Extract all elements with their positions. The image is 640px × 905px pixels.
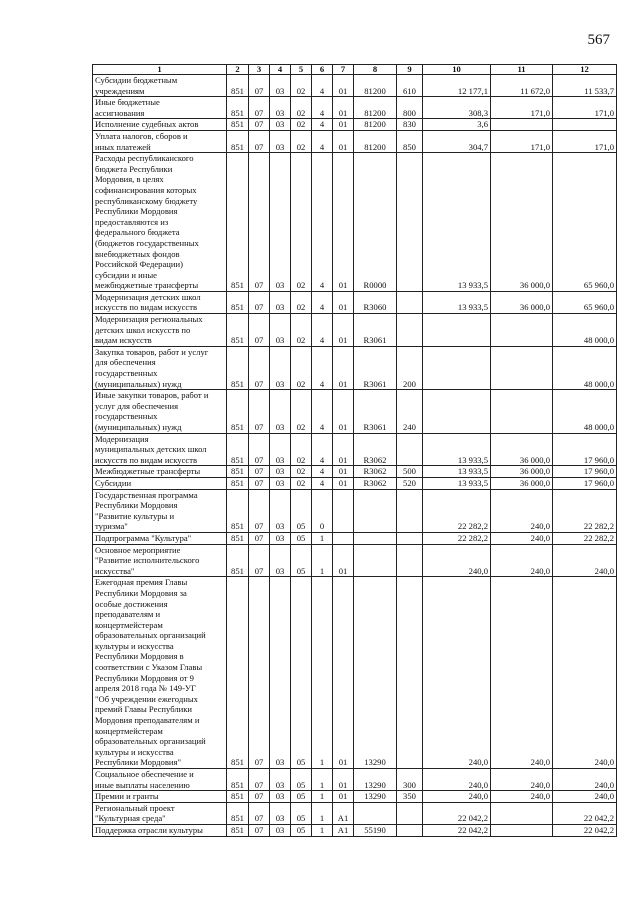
row-name: Субсидии бюджетным учреждениям: [93, 75, 227, 97]
amount-col-12: 11 533,7: [553, 75, 617, 97]
program-code: 05: [291, 489, 312, 532]
amount-col-12: 48 000,0: [553, 346, 617, 389]
subsection-code: 03: [270, 433, 291, 466]
section-code: 07: [249, 489, 270, 532]
event-code: 01: [333, 291, 354, 313]
expense-type-code: 800: [397, 97, 423, 119]
subprogram-code: 1: [312, 824, 333, 836]
event-code: A1: [333, 824, 354, 836]
subprogram-code: 1: [312, 532, 333, 544]
subprogram-code: 4: [312, 119, 333, 131]
ministry-code: 851: [227, 390, 249, 433]
direction-code: R0000: [354, 153, 397, 292]
direction-code: R3062: [354, 433, 397, 466]
section-code: 07: [249, 466, 270, 478]
program-code: 02: [291, 433, 312, 466]
amount-col-12: 65 960,0: [553, 291, 617, 313]
event-code: 01: [333, 390, 354, 433]
subprogram-code: 4: [312, 314, 333, 347]
program-code: 02: [291, 466, 312, 478]
direction-code: R3062: [354, 466, 397, 478]
amount-col-12: [553, 119, 617, 131]
expense-type-code: [397, 489, 423, 532]
table-row: [93, 153, 617, 292]
row-name: Закупка товаров, работ и услуг для обеспечения государственных (муниципальных) нужд: [93, 346, 227, 389]
subsection-code: 03: [270, 119, 291, 131]
section-code: 07: [249, 532, 270, 544]
subprogram-code: 4: [312, 466, 333, 478]
ministry-code: 851: [227, 791, 249, 803]
table-row: [93, 119, 617, 131]
amount-col-12: 22 042,2: [553, 802, 617, 824]
amount-col-10: 13 933,5: [423, 153, 491, 292]
row-name: Ежегодная премия Главы Республики Мордовия за особые достижения преподавателям и концертмейстерам образовательных организаций культуры и искусства Республики Мордовия в соответствии с Указом Главы Республики Мордовия от 9 апреля 2018 года № 149-УГ "Об учреждении ежегодных премий Главы Республики Мордовия преподавателям и концертмейстерам образовательных организаций культуры и искусства Республики Мордовия": [93, 577, 227, 769]
section-code: 07: [249, 130, 270, 152]
header-col-2: 2: [227, 65, 249, 75]
table-row: [93, 477, 617, 489]
amount-col-12: 22 042,2: [553, 824, 617, 836]
ministry-code: 851: [227, 75, 249, 97]
amount-col-10: 3,6: [423, 119, 491, 131]
expense-type-code: [397, 314, 423, 347]
row-name: Основное мероприятие "Развитие исполнительского искусства": [93, 544, 227, 577]
table-row: [93, 577, 617, 769]
section-code: 07: [249, 75, 270, 97]
expense-type-code: 610: [397, 75, 423, 97]
direction-code: 13290: [354, 791, 397, 803]
section-code: 07: [249, 544, 270, 577]
amount-col-12: 22 282,2: [553, 532, 617, 544]
program-code: 02: [291, 130, 312, 152]
expense-type-code: [397, 824, 423, 836]
header-col-4: 4: [270, 65, 291, 75]
amount-col-12: 240,0: [553, 791, 617, 803]
subsection-code: 03: [270, 153, 291, 292]
amount-col-11: [491, 824, 553, 836]
event-code: 01: [333, 130, 354, 152]
section-code: 07: [249, 824, 270, 836]
program-code: 02: [291, 75, 312, 97]
amount-col-10: 240,0: [423, 544, 491, 577]
program-code: 05: [291, 769, 312, 791]
row-name: Государственная программа Республики Мордовия "Развитие культуры и туризма": [93, 489, 227, 532]
subprogram-code: 4: [312, 433, 333, 466]
table-row: [93, 824, 617, 836]
subsection-code: 03: [270, 791, 291, 803]
expense-type-code: [397, 802, 423, 824]
subsection-code: 03: [270, 489, 291, 532]
subsection-code: 03: [270, 477, 291, 489]
direction-code: [354, 489, 397, 532]
amount-col-11: 240,0: [491, 577, 553, 769]
amount-col-11: 171,0: [491, 130, 553, 152]
subprogram-code: 1: [312, 577, 333, 769]
row-name: Межбюджетные трансферты: [93, 466, 227, 478]
amount-col-12: 48 000,0: [553, 314, 617, 347]
amount-col-11: 36 000,0: [491, 291, 553, 313]
row-name: Поддержка отрасли культуры: [93, 824, 227, 836]
subprogram-code: 4: [312, 390, 333, 433]
direction-code: 13290: [354, 769, 397, 791]
amount-col-12: 17 960,0: [553, 433, 617, 466]
row-name: Модернизация детских школ искусств по видам искусств: [93, 291, 227, 313]
event-code: [333, 532, 354, 544]
expense-type-code: [397, 291, 423, 313]
subprogram-code: 1: [312, 769, 333, 791]
amount-col-10: 22 042,2: [423, 802, 491, 824]
direction-code: [354, 532, 397, 544]
expense-type-code: [397, 544, 423, 577]
amount-col-10: 22 282,2: [423, 489, 491, 532]
amount-col-10: 240,0: [423, 791, 491, 803]
ministry-code: 851: [227, 119, 249, 131]
table-row: [93, 489, 617, 532]
event-code: 01: [333, 314, 354, 347]
subprogram-code: 4: [312, 346, 333, 389]
ministry-code: 851: [227, 577, 249, 769]
expense-type-code: [397, 532, 423, 544]
row-name: Иные закупки товаров, работ и услуг для обеспечения государственных (муниципальных) нужд: [93, 390, 227, 433]
subprogram-code: 4: [312, 477, 333, 489]
header-col-11: 11: [491, 65, 553, 75]
subprogram-code: 1: [312, 544, 333, 577]
direction-code: [354, 802, 397, 824]
table-row: [93, 532, 617, 544]
row-name: Субсидии: [93, 477, 227, 489]
subsection-code: 03: [270, 390, 291, 433]
amount-col-11: 36 000,0: [491, 433, 553, 466]
event-code: 01: [333, 544, 354, 577]
header-col-7: 7: [333, 65, 354, 75]
table-row: [93, 291, 617, 313]
amount-col-10: 13 933,5: [423, 291, 491, 313]
amount-col-12: 48 000,0: [553, 390, 617, 433]
expense-type-code: 240: [397, 390, 423, 433]
row-name: Иные бюджетные ассигнования: [93, 97, 227, 119]
expense-type-code: 520: [397, 477, 423, 489]
subsection-code: 03: [270, 824, 291, 836]
expense-type-code: 500: [397, 466, 423, 478]
direction-code: R3062: [354, 477, 397, 489]
row-name: Премии и гранты: [93, 791, 227, 803]
row-name: Модернизация муниципальных детских школ искусств по видам искусств: [93, 433, 227, 466]
ministry-code: 851: [227, 346, 249, 389]
table-row: [93, 314, 617, 347]
ministry-code: 851: [227, 477, 249, 489]
amount-col-11: 36 000,0: [491, 466, 553, 478]
amount-col-12: 65 960,0: [553, 153, 617, 292]
subprogram-code: 1: [312, 791, 333, 803]
section-code: 07: [249, 390, 270, 433]
event-code: 01: [333, 769, 354, 791]
amount-col-10: 240,0: [423, 769, 491, 791]
program-code: 02: [291, 291, 312, 313]
amount-col-10: 22 042,2: [423, 824, 491, 836]
amount-col-11: [491, 802, 553, 824]
ministry-code: 851: [227, 153, 249, 292]
budget-table-container: [92, 64, 616, 837]
direction-code: R3061: [354, 390, 397, 433]
ministry-code: 851: [227, 544, 249, 577]
subprogram-code: 1: [312, 802, 333, 824]
amount-col-11: 240,0: [491, 544, 553, 577]
table-row: [93, 802, 617, 824]
section-code: 07: [249, 433, 270, 466]
table-row: [93, 346, 617, 389]
amount-col-12: 240,0: [553, 577, 617, 769]
header-col-8: 8: [354, 65, 397, 75]
event-code: A1: [333, 802, 354, 824]
amount-col-12: 17 960,0: [553, 466, 617, 478]
ministry-code: 851: [227, 433, 249, 466]
expense-type-code: 300: [397, 769, 423, 791]
header-col-9: 9: [397, 65, 423, 75]
amount-col-10: 240,0: [423, 577, 491, 769]
event-code: 01: [333, 791, 354, 803]
amount-col-12: 171,0: [553, 97, 617, 119]
expense-type-code: 350: [397, 791, 423, 803]
program-code: 05: [291, 824, 312, 836]
header-row: [93, 65, 617, 75]
ministry-code: 851: [227, 769, 249, 791]
subsection-code: 03: [270, 544, 291, 577]
program-code: 05: [291, 791, 312, 803]
program-code: 02: [291, 390, 312, 433]
direction-code: R3061: [354, 346, 397, 389]
ministry-code: 851: [227, 824, 249, 836]
amount-col-12: 240,0: [553, 544, 617, 577]
table-row: [93, 130, 617, 152]
event-code: 01: [333, 477, 354, 489]
ministry-code: 851: [227, 97, 249, 119]
event-code: 01: [333, 75, 354, 97]
program-code: 05: [291, 577, 312, 769]
amount-col-11: [491, 346, 553, 389]
header-col-12: 12: [553, 65, 617, 75]
ministry-code: 851: [227, 532, 249, 544]
table-row: [93, 466, 617, 478]
amount-col-12: 171,0: [553, 130, 617, 152]
program-code: 02: [291, 97, 312, 119]
amount-col-11: 240,0: [491, 489, 553, 532]
amount-col-10: 304,7: [423, 130, 491, 152]
amount-col-10: [423, 346, 491, 389]
program-code: 02: [291, 346, 312, 389]
header-col-3: 3: [249, 65, 270, 75]
amount-col-11: [491, 314, 553, 347]
program-code: 05: [291, 532, 312, 544]
row-name: Модернизация региональных детских школ искусств по видам искусств: [93, 314, 227, 347]
table-row: [93, 97, 617, 119]
subprogram-code: 4: [312, 153, 333, 292]
program-code: 02: [291, 119, 312, 131]
ministry-code: 851: [227, 130, 249, 152]
amount-col-11: [491, 390, 553, 433]
section-code: 07: [249, 802, 270, 824]
amount-col-11: 240,0: [491, 769, 553, 791]
amount-col-12: 17 960,0: [553, 477, 617, 489]
section-code: 07: [249, 791, 270, 803]
amount-col-11: 171,0: [491, 97, 553, 119]
amount-col-11: [491, 119, 553, 131]
subsection-code: 03: [270, 769, 291, 791]
amount-col-11: 240,0: [491, 791, 553, 803]
header-col-6: 6: [312, 65, 333, 75]
subprogram-code: 4: [312, 97, 333, 119]
section-code: 07: [249, 314, 270, 347]
direction-code: [354, 544, 397, 577]
ministry-code: 851: [227, 802, 249, 824]
amount-col-10: 13 933,5: [423, 433, 491, 466]
section-code: 07: [249, 577, 270, 769]
table-row: [93, 791, 617, 803]
amount-col-11: 11 672,0: [491, 75, 553, 97]
subsection-code: 03: [270, 346, 291, 389]
amount-col-10: 13 933,5: [423, 477, 491, 489]
row-name: Региональный проект "Культурная среда": [93, 802, 227, 824]
event-code: 01: [333, 466, 354, 478]
direction-code: R3060: [354, 291, 397, 313]
program-code: 05: [291, 544, 312, 577]
expense-type-code: 200: [397, 346, 423, 389]
expense-type-code: 830: [397, 119, 423, 131]
table-row: [93, 433, 617, 466]
amount-col-10: [423, 314, 491, 347]
row-name: Уплата налогов, сборов и иных платежей: [93, 130, 227, 152]
section-code: 07: [249, 769, 270, 791]
ministry-code: 851: [227, 291, 249, 313]
amount-col-10: 308,3: [423, 97, 491, 119]
table-header: [93, 65, 617, 75]
expense-type-code: [397, 577, 423, 769]
direction-code: R3061: [354, 314, 397, 347]
subsection-code: 03: [270, 291, 291, 313]
ministry-code: 851: [227, 314, 249, 347]
amount-col-10: 22 282,2: [423, 532, 491, 544]
expense-type-code: [397, 153, 423, 292]
subsection-code: 03: [270, 130, 291, 152]
page-number: 567: [587, 32, 610, 48]
budget-table: [92, 64, 617, 837]
subsection-code: 03: [270, 75, 291, 97]
program-code: 02: [291, 153, 312, 292]
amount-col-11: 36 000,0: [491, 153, 553, 292]
direction-code: 13290: [354, 577, 397, 769]
event-code: 01: [333, 577, 354, 769]
row-name: Исполнение судебных актов: [93, 119, 227, 131]
event-code: 01: [333, 97, 354, 119]
direction-code: 81200: [354, 97, 397, 119]
row-name: Расходы республиканского бюджета Республики Мордовия, в целях софинансирования которых республиканскому бюджету Республики Мордовия предоставляются из федерального бюджета (бюджетов государственных внебюджетных фондов Российской Федерации) субсидии и иные межбюджетные трансферты: [93, 153, 227, 292]
subsection-code: 03: [270, 802, 291, 824]
event-code: 01: [333, 153, 354, 292]
table-body: [93, 75, 617, 837]
table-row: [93, 75, 617, 97]
section-code: 07: [249, 119, 270, 131]
amount-col-12: 22 282,2: [553, 489, 617, 532]
row-name: Социальное обеспечение и иные выплаты населению: [93, 769, 227, 791]
header-col-5: 5: [291, 65, 312, 75]
amount-col-10: 13 933,5: [423, 466, 491, 478]
subprogram-code: 4: [312, 75, 333, 97]
subsection-code: 03: [270, 532, 291, 544]
direction-code: 81200: [354, 75, 397, 97]
amount-col-10: 12 177,1: [423, 75, 491, 97]
section-code: 07: [249, 477, 270, 489]
event-code: 01: [333, 346, 354, 389]
amount-col-10: [423, 390, 491, 433]
amount-col-12: 240,0: [553, 769, 617, 791]
subsection-code: 03: [270, 97, 291, 119]
program-code: 02: [291, 477, 312, 489]
subsection-code: 03: [270, 577, 291, 769]
amount-col-11: 240,0: [491, 532, 553, 544]
amount-col-11: 36 000,0: [491, 477, 553, 489]
program-code: 05: [291, 802, 312, 824]
section-code: 07: [249, 291, 270, 313]
expense-type-code: 850: [397, 130, 423, 152]
event-code: [333, 489, 354, 532]
table-row: [93, 390, 617, 433]
table-row: [93, 769, 617, 791]
section-code: 07: [249, 97, 270, 119]
subprogram-code: 4: [312, 291, 333, 313]
section-code: 07: [249, 346, 270, 389]
subsection-code: 03: [270, 314, 291, 347]
expense-type-code: [397, 433, 423, 466]
ministry-code: 851: [227, 489, 249, 532]
header-col-10: 10: [423, 65, 491, 75]
ministry-code: 851: [227, 466, 249, 478]
section-code: 07: [249, 153, 270, 292]
subprogram-code: 0: [312, 489, 333, 532]
table-row: [93, 544, 617, 577]
row-name: Подпрограмма "Культура": [93, 532, 227, 544]
direction-code: 81200: [354, 119, 397, 131]
event-code: 01: [333, 119, 354, 131]
program-code: 02: [291, 314, 312, 347]
direction-code: 81200: [354, 130, 397, 152]
subprogram-code: 4: [312, 130, 333, 152]
header-col-1: 1: [93, 65, 227, 75]
event-code: 01: [333, 433, 354, 466]
subsection-code: 03: [270, 466, 291, 478]
direction-code: 55190: [354, 824, 397, 836]
